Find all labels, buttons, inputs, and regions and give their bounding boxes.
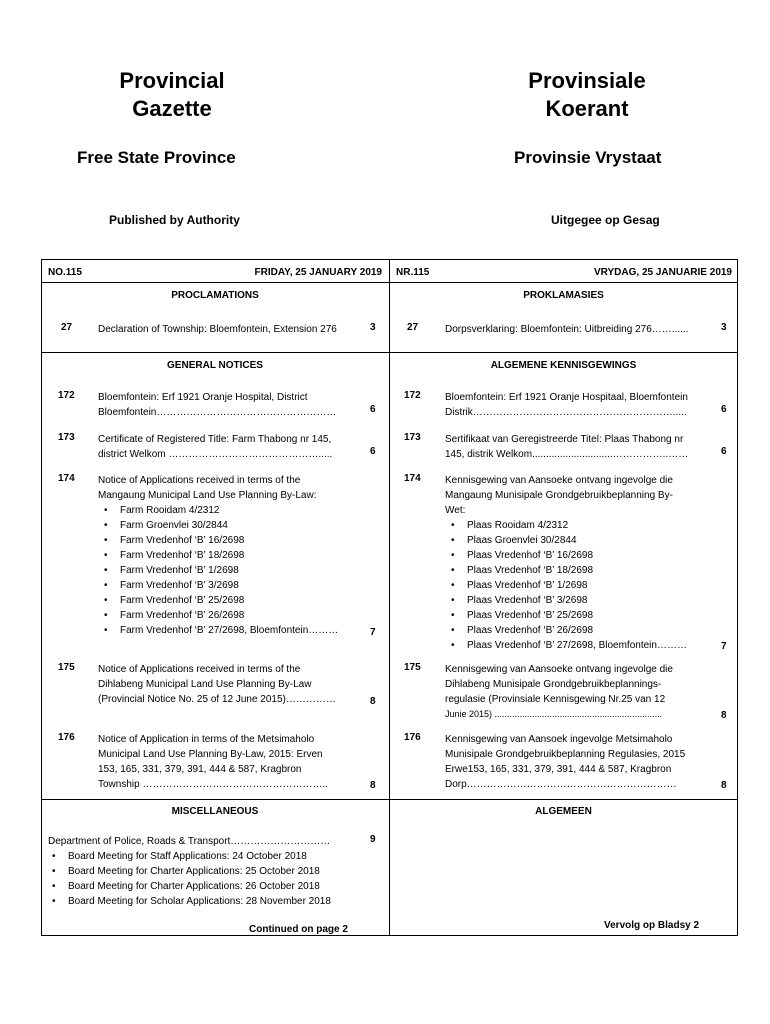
notice-number: 175 bbox=[58, 662, 75, 673]
notice-page: 7 bbox=[370, 627, 376, 638]
notice-page: 6 bbox=[370, 446, 376, 457]
farm-list bbox=[98, 503, 356, 638]
list-item: • Plaas Rooidam 4/2312 bbox=[445, 518, 707, 533]
proclamation-text-english: Declaration of Township: Bloemfontein, Extension 276 bbox=[98, 324, 337, 335]
notice-line: Mangaung Munisipale Grondgebruikbeplanning By- bbox=[445, 490, 673, 501]
notice-line: Mangaung Municipal Land Use Planning By-Law: bbox=[98, 490, 317, 501]
notice-line: Certificate of Registered Title: Farm Thabong nr 145, bbox=[98, 434, 332, 445]
notice-line: Notice of Applications received in terms of the bbox=[98, 475, 301, 486]
misc-department: Department of Police, Roads & Transport………………………… bbox=[48, 836, 331, 847]
notice-line: 153, 165, 331, 379, 391, 444 & 587, Kragbron bbox=[98, 764, 302, 775]
notice-text bbox=[445, 432, 707, 462]
issue-number-afrikaans: NR.115 bbox=[396, 267, 430, 278]
list-item: • Plaas Vredenhof ‘B’ 16/2698 bbox=[445, 548, 707, 563]
proclamation-number-english: 27 bbox=[61, 322, 73, 333]
notice-page: 8 bbox=[370, 696, 376, 707]
notice-number: 174 bbox=[58, 473, 75, 484]
notice-line: district Welkom ………………………………………..... bbox=[98, 449, 333, 460]
proclamation-page-afrikaans: 3 bbox=[721, 322, 727, 333]
list-item: • Farm Vredenhof ‘B’ 18/2698 bbox=[98, 548, 356, 563]
proclamations-divider bbox=[41, 352, 738, 353]
list-item: • Farm Vredenhof ‘B’ 26/2698 bbox=[98, 608, 356, 623]
authority-english: Published by Authority bbox=[109, 213, 240, 227]
continued-afrikaans: Vervolg op Bladsy 2 bbox=[604, 920, 700, 931]
notice-number: 173 bbox=[58, 432, 75, 443]
notice-page: 6 bbox=[721, 404, 727, 415]
list-item: • Board Meeting for Staff Applications: 24 October 2018 bbox=[46, 849, 376, 864]
title-afrikaans bbox=[437, 67, 737, 123]
list-item: • Plaas Vredenhof ‘B’ 3/2698 bbox=[445, 593, 707, 608]
list-item: • Plaas Vredenhof ‘B’ 1/2698 bbox=[445, 578, 707, 593]
notice-line: Dihlabeng Municipal Land Use Planning By-Law bbox=[98, 679, 312, 690]
list-item: • Farm Vredenhof ‘B’ 16/2698 bbox=[98, 533, 356, 548]
notice-text bbox=[98, 732, 356, 792]
list-item: • Farm Vredenhof ‘B’ 27/2698, Bloemfontein……… bbox=[98, 623, 356, 638]
proclamations-heading-english: PROCLAMATIONS bbox=[171, 290, 259, 301]
authority-afrikaans: Uitgegee op Gesag bbox=[551, 213, 660, 227]
proclamation-text-afrikaans: Dorpsverklaring: Bloemfontein: Uitbreiding 276……...... bbox=[445, 324, 689, 335]
province-english: Free State Province bbox=[77, 148, 236, 167]
list-item: • Plaas Groenvlei 30/2844 bbox=[445, 533, 707, 548]
issue-date-english: FRIDAY, 25 JANUARY 2019 bbox=[254, 267, 382, 278]
issue-date-afrikaans: VRYDAG, 25 JANUARIE 2019 bbox=[593, 267, 732, 278]
miscellaneous-heading-afrikaans: ALGEMEEN bbox=[535, 806, 592, 817]
notice-line: Dihlabeng Munisipale Grondgebruikbeplannings- bbox=[445, 679, 662, 690]
proclamations-heading-afrikaans: PROKLAMASIES bbox=[523, 290, 604, 301]
notice-page: 6 bbox=[721, 446, 727, 457]
notice-line: (Provincial Notice No. 25 of 12 June 2015)…………… bbox=[98, 694, 336, 705]
notice-text bbox=[445, 662, 707, 722]
notice-line: 145, distrik Welkom.............................……………..…… bbox=[445, 449, 689, 460]
general-notices-heading-afrikaans: ALGEMENE KENNISGEWINGS bbox=[490, 360, 637, 371]
list-item: • Farm Vredenhof ‘B’ 1/2698 bbox=[98, 563, 356, 578]
list-item: • Board Meeting for Charter Applications: 26 October 2018 bbox=[46, 879, 376, 894]
notice-text bbox=[445, 473, 707, 653]
list-item: • Farm Vredenhof ‘B’ 25/2698 bbox=[98, 593, 356, 608]
proclamation-number-afrikaans: 27 bbox=[407, 322, 419, 333]
list-item: • Plaas Vredenhof ‘B’ 26/2698 bbox=[445, 623, 707, 638]
notice-line: Erwe153, 165, 331, 379, 391, 444 & 587, Kragbron bbox=[445, 764, 672, 775]
notice-line: Kennisgewing van Aansoeke ontvang ingevolge die bbox=[445, 475, 673, 486]
general-notices-heading-english: GENERAL NOTICES bbox=[167, 360, 263, 371]
notice-page: 8 bbox=[370, 780, 376, 791]
notice-text bbox=[445, 732, 707, 792]
list-item: • Plaas Vredenhof ‘B’ 27/2698, Bloemfontein……… bbox=[445, 638, 707, 653]
notice-line: Distrik……………………………………………………..... bbox=[445, 407, 687, 418]
board-meeting-list bbox=[46, 849, 376, 909]
list-item: • Plaas Vredenhof ‘B’ 25/2698 bbox=[445, 608, 707, 623]
notice-number: 176 bbox=[58, 732, 75, 743]
proclamation-page-english: 3 bbox=[370, 322, 376, 333]
list-item: • Farm Rooidam 4/2312 bbox=[98, 503, 356, 518]
notice-number: 174 bbox=[404, 473, 421, 484]
notice-line: Sertifikaat van Geregistreerde Titel: Plaas Thabong nr bbox=[445, 434, 684, 445]
list-item: • Farm Groenvlei 30/2844 bbox=[98, 518, 356, 533]
continued-english: Continued on page 2 bbox=[249, 924, 348, 935]
notice-line: Junie 2015) ................................................................... bbox=[445, 709, 663, 719]
notice-text bbox=[445, 390, 707, 420]
general-notices-divider bbox=[41, 799, 738, 800]
notice-line: Notice of Application in terms of the Metsimaholo bbox=[98, 734, 315, 745]
miscellaneous-heading-english: MISCELLANEOUS bbox=[171, 806, 259, 817]
notice-text bbox=[98, 473, 356, 638]
notice-line: Wet: bbox=[445, 505, 466, 516]
notice-page: 6 bbox=[370, 404, 376, 415]
title-afrikaans-line2: Koerant bbox=[545, 96, 629, 121]
column-divider-top bbox=[389, 259, 390, 799]
title-afrikaans-line1: Provinsiale bbox=[528, 68, 646, 93]
list-item: • Plaas Vredenhof ‘B’ 18/2698 bbox=[445, 563, 707, 578]
farm-list bbox=[445, 518, 707, 653]
title-english-line1: Provincial bbox=[119, 68, 225, 93]
notice-line: Notice of Applications received in terms of the bbox=[98, 664, 301, 675]
list-item: • Farm Vredenhof ‘B’ 3/2698 bbox=[98, 578, 356, 593]
notice-line: Dorp……………………………………………………… bbox=[445, 779, 677, 790]
list-item: • Board Meeting for Charter Applications: 25 October 2018 bbox=[46, 864, 376, 879]
misc-page: 9 bbox=[370, 834, 376, 845]
issue-row-divider bbox=[41, 282, 738, 283]
notice-line: regulasie (Provinsiale Kennisgewing Nr.25 van 12 bbox=[445, 694, 666, 705]
title-english bbox=[22, 67, 322, 123]
notice-number: 176 bbox=[404, 732, 421, 743]
title-english-line2: Gazette bbox=[132, 96, 212, 121]
notice-number: 172 bbox=[58, 390, 75, 401]
notice-line: Bloemfontein: Erf 1921 Oranje Hospitaal, Bloemfontein bbox=[445, 392, 688, 403]
notice-line: Kennisgewing van Aansoeke ontvang ingevolge die bbox=[445, 664, 673, 675]
notice-number: 172 bbox=[404, 390, 421, 401]
notice-page: 8 bbox=[721, 710, 727, 721]
notice-text bbox=[98, 662, 356, 707]
notice-line: Township ……………………………………………….. bbox=[98, 779, 329, 790]
province-afrikaans: Provinsie Vrystaat bbox=[514, 148, 662, 167]
notice-line: Bloemfontein: Erf 1921 Oranje Hospital, District bbox=[98, 392, 308, 403]
issue-number-english: NO.115 bbox=[48, 267, 82, 278]
notice-line: Kennisgewing van Aansoek ingevolge Metsimaholo bbox=[445, 734, 673, 745]
notice-page: 8 bbox=[721, 780, 727, 791]
notice-line: Bloemfontein……………………………………………… bbox=[98, 407, 337, 418]
notice-line: Munisipale Grondgebruikbeplanning Regulasies, 2015 bbox=[445, 749, 686, 760]
notice-text bbox=[98, 432, 356, 462]
list-item: • Board Meeting for Scholar Applications: 28 November 2018 bbox=[46, 894, 376, 909]
column-divider-bottom bbox=[389, 799, 390, 936]
notice-page: 7 bbox=[721, 641, 727, 652]
notice-number: 175 bbox=[404, 662, 421, 673]
notice-number: 173 bbox=[404, 432, 421, 443]
notice-text bbox=[98, 390, 356, 420]
notice-line: Municipal Land Use Planning By-Law, 2015: Erven bbox=[98, 749, 323, 760]
